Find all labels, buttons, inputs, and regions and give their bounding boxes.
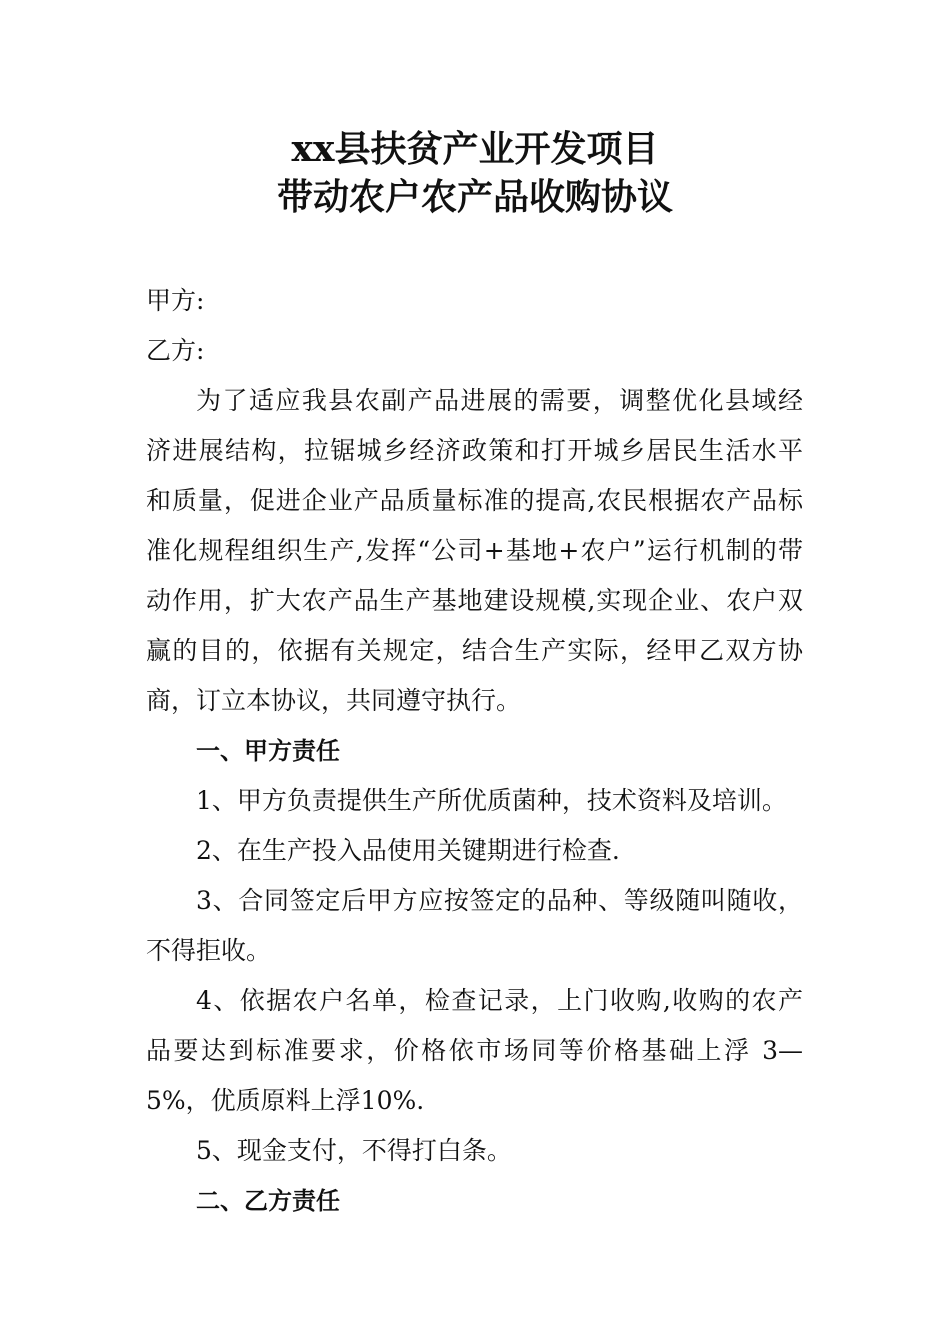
section1-item-5: 5、现金支付，不得打白条。 — [196, 1136, 512, 1165]
section1-item-3-cont: 不得拒收。 — [146, 936, 272, 965]
section-heading-party-a: 一、甲方责任 — [196, 737, 340, 765]
section-heading-party-b: 二、乙方责任 — [196, 1187, 340, 1215]
preamble-line: 济进展结构，拉锯城乡经济政策和打开城乡居民生活水平 — [146, 436, 803, 465]
party-b-label: 乙方: — [146, 336, 205, 365]
preamble-line: 和质量，促进企业产品质量标准的提高,农民根据农产品标 — [146, 486, 803, 515]
preamble-line: 为了适应我县农副产品进展的需要，调整优化县域经 — [196, 386, 803, 415]
section1-item-4-cont: 5%，优质原料上浮10%. — [146, 1086, 425, 1115]
section1-item-3: 3、合同签定后甲方应按签定的品种、等级随叫随收， — [196, 886, 803, 915]
preamble-line: 动作用，扩大农产品生产基地建设规模,实现企业、农户双 — [146, 586, 803, 615]
party-a-label: 甲方: — [146, 286, 205, 315]
section1-item-4: 4、依据农户名单，检查记录，上门收购,收购的农产 — [196, 986, 803, 1015]
preamble-line: 商，订立本协议，共同遵守执行。 — [146, 686, 522, 715]
preamble-line: 赢的目的，依据有关规定，结合生产实际，经甲乙双方协 — [146, 636, 803, 665]
section1-item-1: 1、甲方负责提供生产所优质菌种，技术资料及培训。 — [196, 786, 787, 815]
section1-item-4-cont: 品要达到标准要求，价格依市场同等价格基础上浮 3— — [146, 1036, 803, 1065]
document-title-line-2: 带动农户农产品收购协议 — [276, 176, 673, 218]
document-title-line-1: xx县扶贫产业开发项目 — [291, 128, 659, 170]
preamble-line: 准化规程组织生产,发挥“公司+基地+农户”运行机制的带 — [146, 536, 803, 565]
section1-item-2: 2、在生产投入品使用关键期进行检查. — [196, 836, 620, 865]
